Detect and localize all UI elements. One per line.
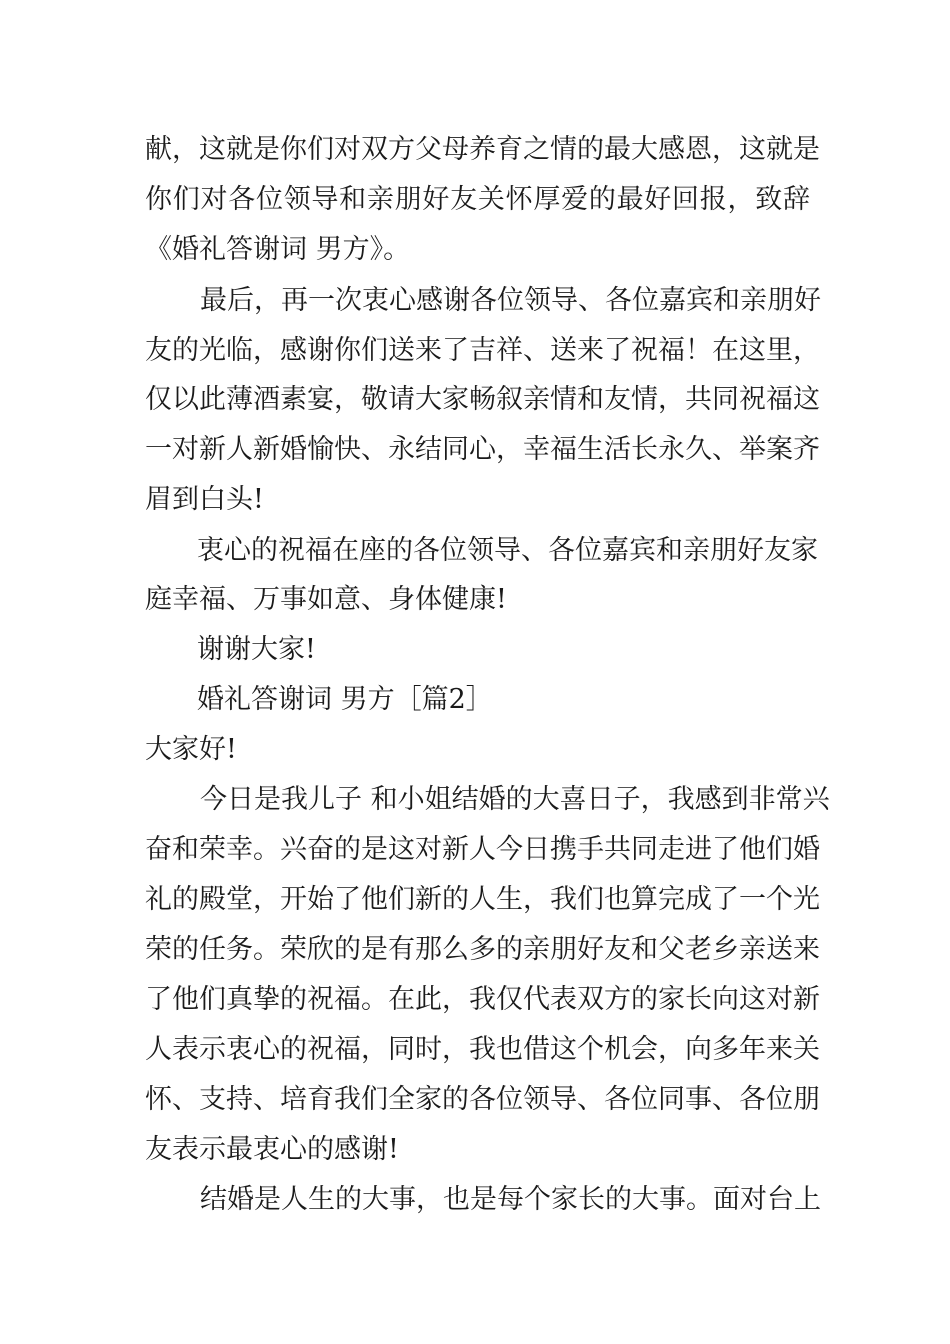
text-line: 《婚礼答谢词 男方》。 (145, 234, 411, 265)
text-line: 今日是我儿子 和小姐结婚的大喜日子，我感到非常兴 (200, 784, 830, 815)
text-line: 庭幸福、万事如意、身体健康! (145, 584, 507, 615)
text-line: 衷心的祝福在座的各位领导、各位嘉宾和亲朋好友家 (197, 535, 818, 566)
text-line: 谢谢大家! (197, 634, 316, 665)
text-line: 礼的殿堂，开始了他们新的人生，我们也算完成了一个光 (145, 884, 820, 915)
text-line: 荣的任务。荣欣的是有那么多的亲朋好友和父老乡亲送来 (145, 934, 820, 965)
text-line: 结婚是人生的大事，也是每个家长的大事。面对台上 (200, 1184, 821, 1215)
text-line: 仅以此薄酒素宴，敬请大家畅叙亲情和友情，共同祝福这 (145, 384, 820, 415)
greeting: 大家好! (145, 734, 237, 765)
text-line: 你们对各位领导和亲朋好友关怀厚爱的最好回报，致辞 (145, 184, 810, 215)
text-line: 怀、支持、培育我们全家的各位领导、各位同事、各位朋 (145, 1084, 820, 1115)
text-line: 友表示最衷心的感谢! (145, 1134, 399, 1165)
text-line: 奋和荣幸。兴奋的是这对新人今日携手共同走进了他们婚 (145, 834, 820, 865)
text-line: 人表示衷心的祝福，同时，我也借这个机会，向多年来关 (145, 1034, 820, 1065)
text-line: 友的光临，感谢你们送来了吉祥、送来了祝福！在这里， (145, 335, 820, 366)
text-line: 眉到白头! (145, 484, 264, 515)
section-heading: 婚礼答谢词 男方［篇2］ (197, 684, 493, 715)
text-line: 了他们真挚的祝福。在此，我仅代表双方的家长向这对新 (145, 984, 820, 1015)
text-line: 一对新人新婚愉快、永结同心，幸福生活长永久、举案齐 (145, 434, 820, 465)
text-line: 最后，再一次衷心感谢各位领导、各位嘉宾和亲朋好 (200, 285, 821, 316)
text-line: 献，这就是你们对双方父母养育之情的最大感恩，这就是 (145, 134, 820, 165)
